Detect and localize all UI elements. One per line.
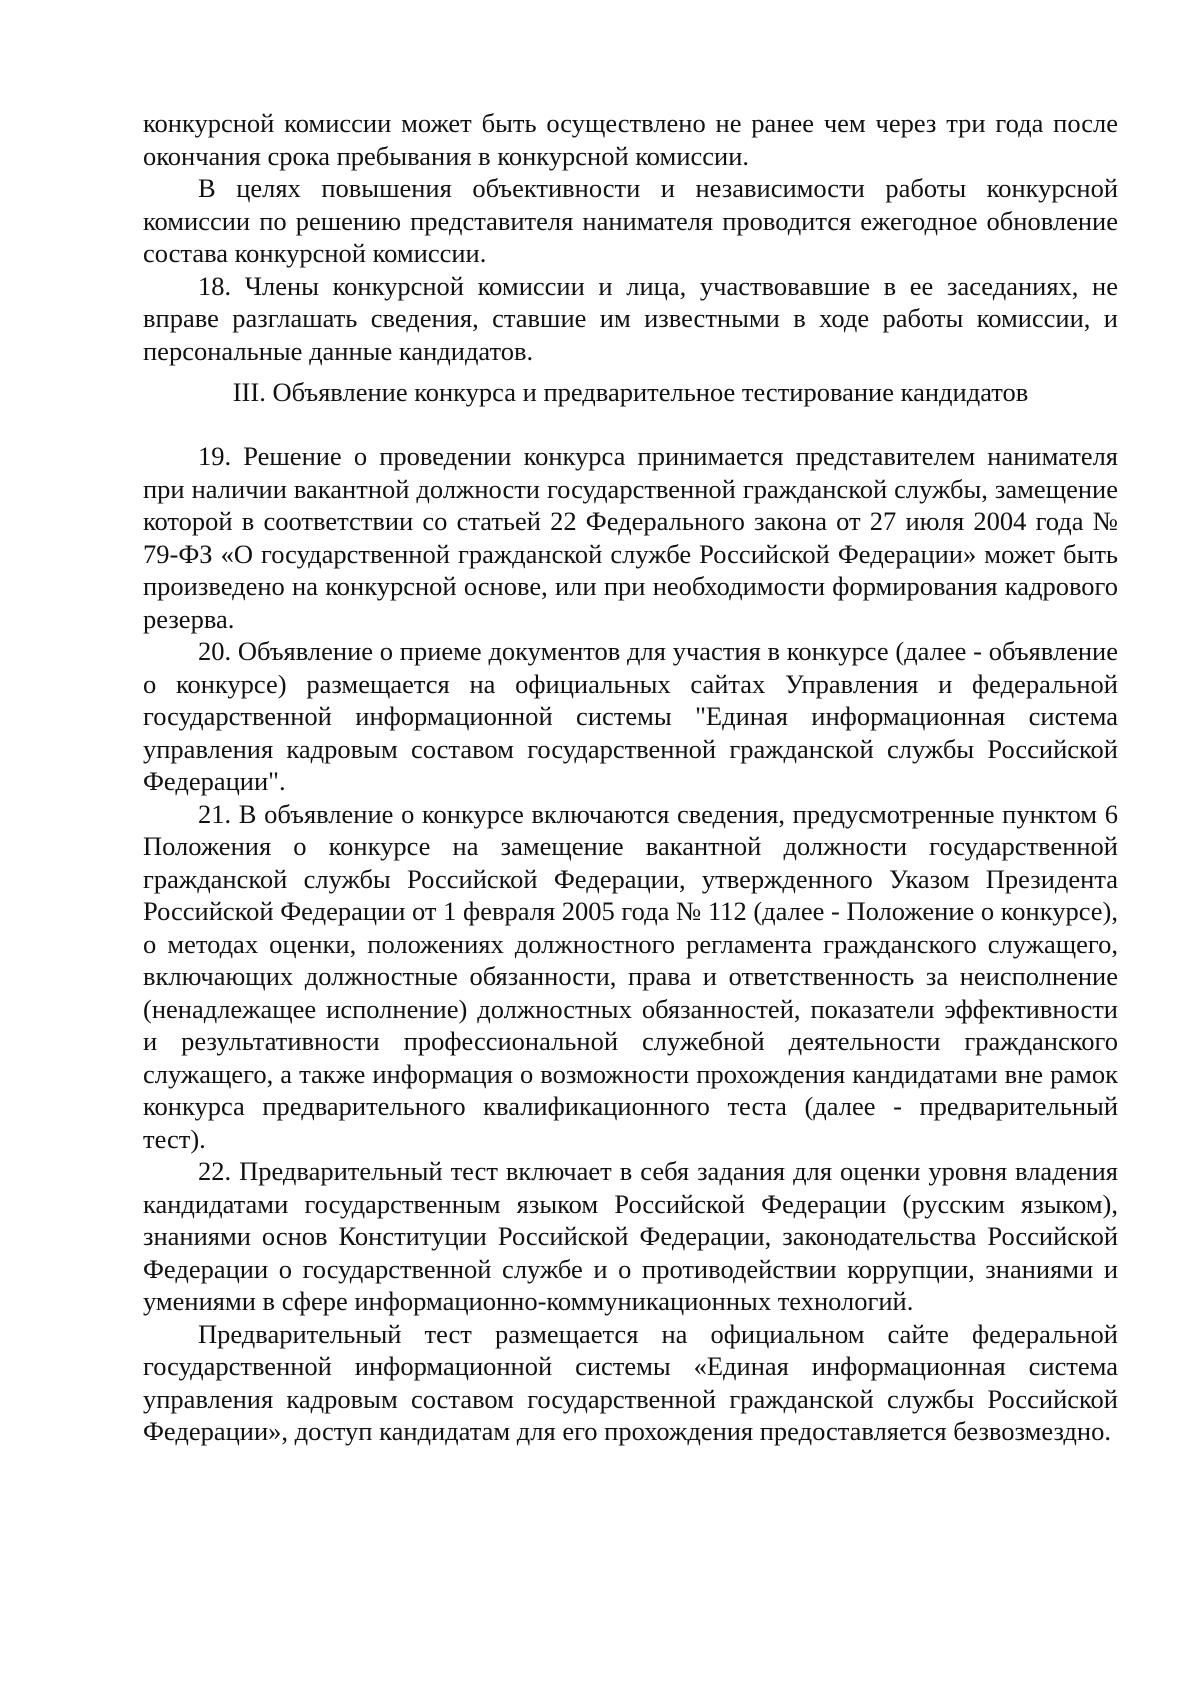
paragraph-continuation: конкурсной комиссии может быть осуществлено не ранее чем через три года после окончания срока пребывания в конкурсной комиссии. — [143, 108, 1118, 171]
document-body-bottom — [143, 440, 1118, 1448]
paragraph-22: 22. Предварительный тест включает в себя задания для оценки уровня владения кандидатами государственным языком Российской Федерации (русским языком), знаниями основ Конституции Российской Федерации, законодательства Российской Федерации о государственной службе и о противодействии коррупции, знаниями и умениями в сфере информационно-коммуникационных технологий. — [143, 1156, 1118, 1316]
document-body-top — [143, 107, 1118, 367]
paragraph-19: 19. Решение о проведении конкурса принимается представителем нанимателя при наличии вакантной должности государственной гражданской службы, замещение которой в соответствии со статьей 22 Федерального закона от 27 июля 2004 года № 79-ФЗ «О государственной гражданской службе Российской Федерации» может быть произведено на конкурсной основе, или при необходимости формирования кадрового резерва. — [143, 441, 1118, 634]
paragraph-commission-update: В целях повышения объективности и независимости работы конкурсной комиссии по решению представителя нанимателя проводится ежегодное обновление состава конкурсной комиссии. — [143, 173, 1118, 268]
paragraph-18: 18. Члены конкурсной комиссии и лица, участвовавшие в ее заседаниях, не вправе разглашать сведения, ставшие им известными в ходе работы комиссии, и персональные данные кандидатов. — [143, 270, 1118, 366]
paragraph-20: 20. Объявление о приеме документов для участия в конкурсе (далее - объявление о конкурсе) размещается на официальных сайтах Управления и федеральной государственной информационной системы "Единая информационная система управления кадровым составом государственной гражданской службы Российской Федерации". — [143, 636, 1118, 796]
section-heading-block — [143, 376, 1118, 409]
paragraph-22-continuation: Предварительный тест размещается на официальном сайте федеральной государственной информационной системы «Единая информационная система управления кадровым составом государственной гражданской службы Российской Федерации», доступ кандидатам для его прохождения предоставляется безвозмездно. — [143, 1318, 1118, 1446]
section-heading: III. Объявление конкурса и предварительное тестирование кандидатов — [232, 377, 1029, 407]
paragraph-21: 21. В объявление о конкурсе включаются сведения, предусмотренные пунктом 6 Положения о конкурсе на замещение вакантной должности государственной гражданской службы Российской Федерации, утвержденного Указом Президента Российской Федерации от 1 февраля 2005 года № 112 (далее - Положение о конкурсе), о методах оценки, положениях должностного регламента гражданского служащего, включающих должностные обязанности, права и ответственность за неисполнение (ненадлежащее исполнение) должностных обязанностей, показатели эффективности и результативности профессиональной служебной деятельности гражданского служащего, а также информация о возможности прохождения кандидатами вне рамок конкурса предварительного квалификационного теста (далее - предварительный тест). — [143, 798, 1118, 1154]
